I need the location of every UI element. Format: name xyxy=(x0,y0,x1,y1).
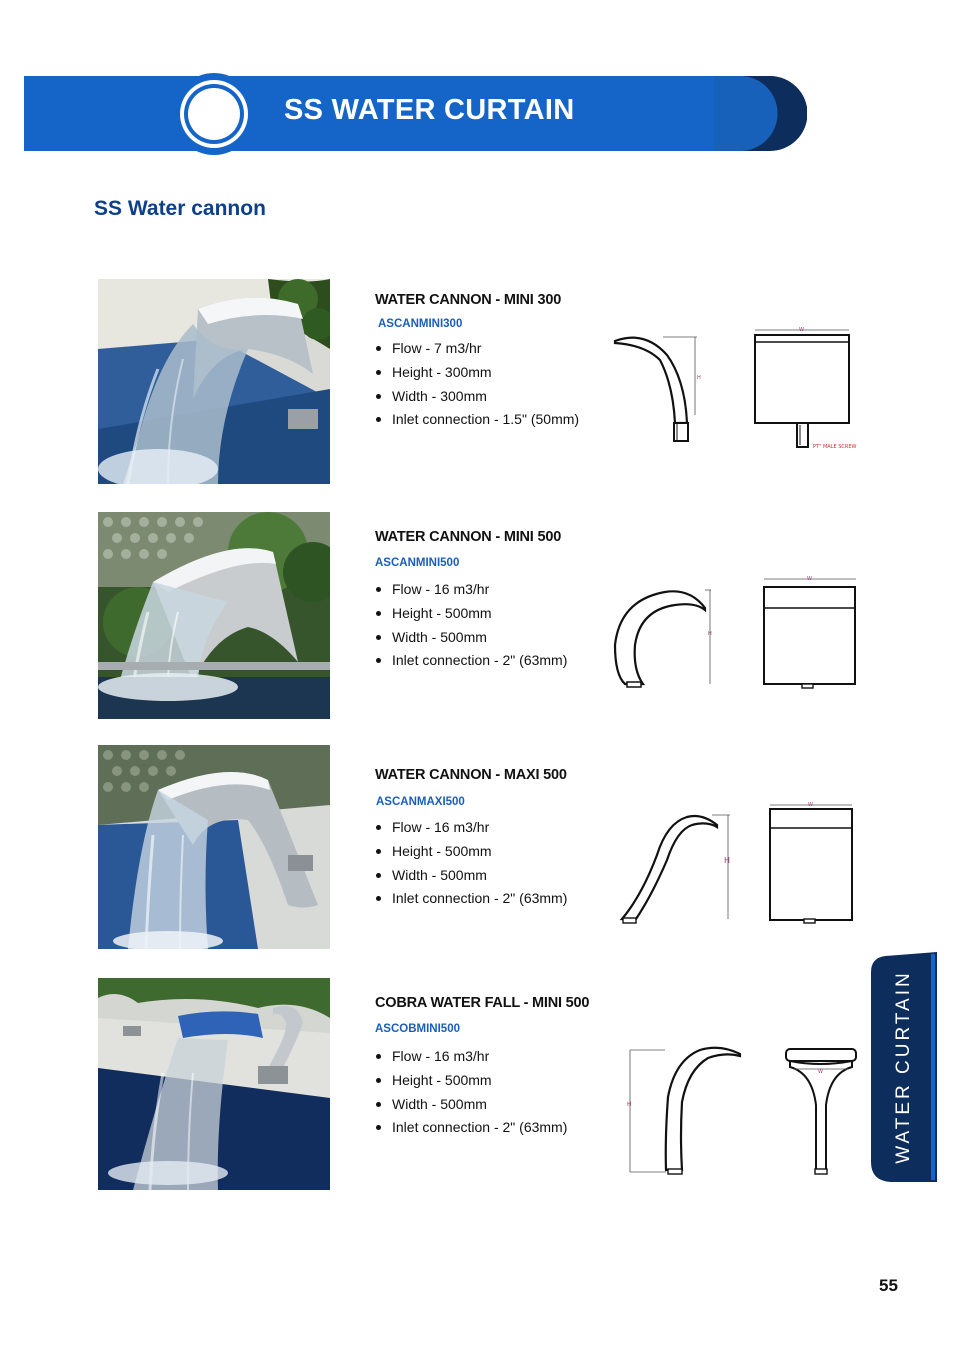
svg-text:H: H xyxy=(627,1101,632,1108)
spec-inlet: Inlet connection - 1.5" (50mm) xyxy=(375,411,579,435)
svg-text:H: H xyxy=(724,856,731,865)
spec-inlet: Inlet connection - 2" (63mm) xyxy=(375,890,567,914)
product-name: WATER CANNON - MAXI 500 xyxy=(375,767,567,783)
spec-inlet: Inlet connection - 2" (63mm) xyxy=(375,1119,567,1143)
product-name: WATER CANNON - MINI 300 xyxy=(375,292,562,308)
front-view-drawing xyxy=(762,800,858,926)
spec-width: Width - 500mm xyxy=(375,629,567,653)
product-name: WATER CANNON - MINI 500 xyxy=(375,529,562,545)
product-photo-mini-500 xyxy=(98,512,330,719)
product-photo-maxi-500 xyxy=(98,745,330,949)
spec-list xyxy=(375,819,567,914)
front-view-drawing xyxy=(756,574,861,692)
spec-inlet: Inlet connection - 2" (63mm) xyxy=(375,652,567,676)
page-number: 55 xyxy=(879,1276,898,1295)
product-code: ASCOBMINI500 xyxy=(375,1023,460,1035)
spec-flow: Flow - 16 m3/hr xyxy=(375,1048,567,1072)
spec-flow: Flow - 16 m3/hr xyxy=(375,581,567,605)
svg-text:H: H xyxy=(708,631,712,637)
product-code: ASCANMINI500 xyxy=(375,557,460,569)
product-photo-mini-300 xyxy=(98,279,330,484)
svg-text:W: W xyxy=(807,576,812,582)
side-view-drawing xyxy=(605,580,720,690)
spec-flow: Flow - 7 m3/hr xyxy=(375,340,579,364)
svg-text:H: H xyxy=(697,375,701,381)
product-photo-cobra-mini-500 xyxy=(98,978,330,1190)
spec-height: Height - 300mm xyxy=(375,364,579,388)
spec-width: Width - 500mm xyxy=(375,867,567,891)
spec-height: Height - 500mm xyxy=(375,843,567,867)
spec-list xyxy=(375,340,579,435)
spec-width: Width - 500mm xyxy=(375,1096,567,1120)
product-code: ASCANMAXI500 xyxy=(376,796,465,808)
spec-list xyxy=(375,581,567,676)
spec-height: Height - 500mm xyxy=(375,1072,567,1096)
drawing-note: PT" MALE SCREW xyxy=(813,444,857,450)
section-title: SS Water cannon xyxy=(94,197,266,220)
front-view-drawing xyxy=(748,325,868,455)
svg-text:W: W xyxy=(799,327,804,333)
side-view-drawing xyxy=(612,805,737,927)
spec-height: Height - 500mm xyxy=(375,605,567,629)
spec-width: Width - 300mm xyxy=(375,388,579,412)
side-view-drawing xyxy=(620,1042,750,1177)
header-ring-icon xyxy=(172,72,256,156)
page-title: SS WATER CURTAIN xyxy=(284,94,575,126)
svg-text:W: W xyxy=(808,802,813,808)
product-code: ASCANMINI300 xyxy=(378,318,463,330)
spec-list xyxy=(375,1048,567,1143)
spec-flow: Flow - 16 m3/hr xyxy=(375,819,567,843)
svg-text:W: W xyxy=(818,1069,823,1075)
product-name: COBRA WATER FALL - MINI 500 xyxy=(375,995,590,1011)
side-view-drawing xyxy=(605,325,715,450)
side-tab-label: WATER CURTAIN xyxy=(893,970,914,1164)
front-view-drawing xyxy=(780,1045,862,1180)
